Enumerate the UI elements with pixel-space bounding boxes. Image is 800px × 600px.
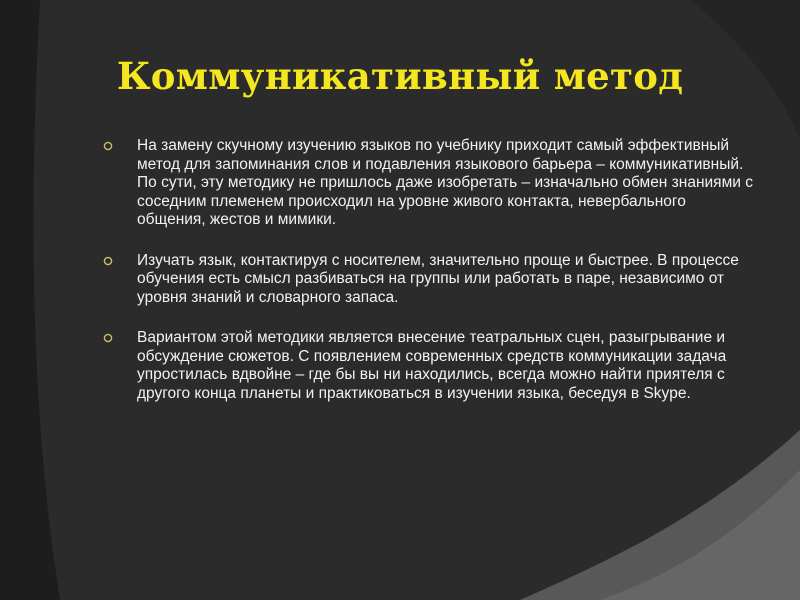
- bullet-item: [103, 137, 753, 230]
- ring-bullet-icon: [103, 256, 113, 266]
- ring-bullet-icon: [103, 333, 113, 343]
- slide-title: Коммуникативный метод: [116, 54, 684, 98]
- bullet-text: Вариантом этой методики является внесение театральных сцен, разыгрывание и обсуждение сюжетов. С появлением современных средств коммуникации задача упростилась вдвойне – где бы вы ни находились, всегда можно найти приятеля с другого конца планеты и практиковаться в изучении языка, беседуя в Skype.: [137, 329, 727, 402]
- bullet-list: [103, 137, 753, 425]
- bullet-text: На замену скучному изучению языков по учебнику приходит самый эффективный метод для запоминания слов и подавления языкового барьера – коммуникативный. По сути, эту методику не пришлось даже изобретать – изначально обмен знаниями с соседним племенем происходил на уровне живого контакта, невербального общения, жестов и мимики.: [137, 137, 753, 228]
- bullet-item: [103, 329, 753, 403]
- ring-bullet-icon: [103, 141, 113, 151]
- bullet-item: [103, 252, 753, 308]
- bullet-text: Изучать язык, контактируя с носителем, значительно проще и быстрее. В процессе обучения есть смысл разбиваться на группы или работать в паре, независимо от уровня знаний и словарного запаса.: [137, 251, 739, 306]
